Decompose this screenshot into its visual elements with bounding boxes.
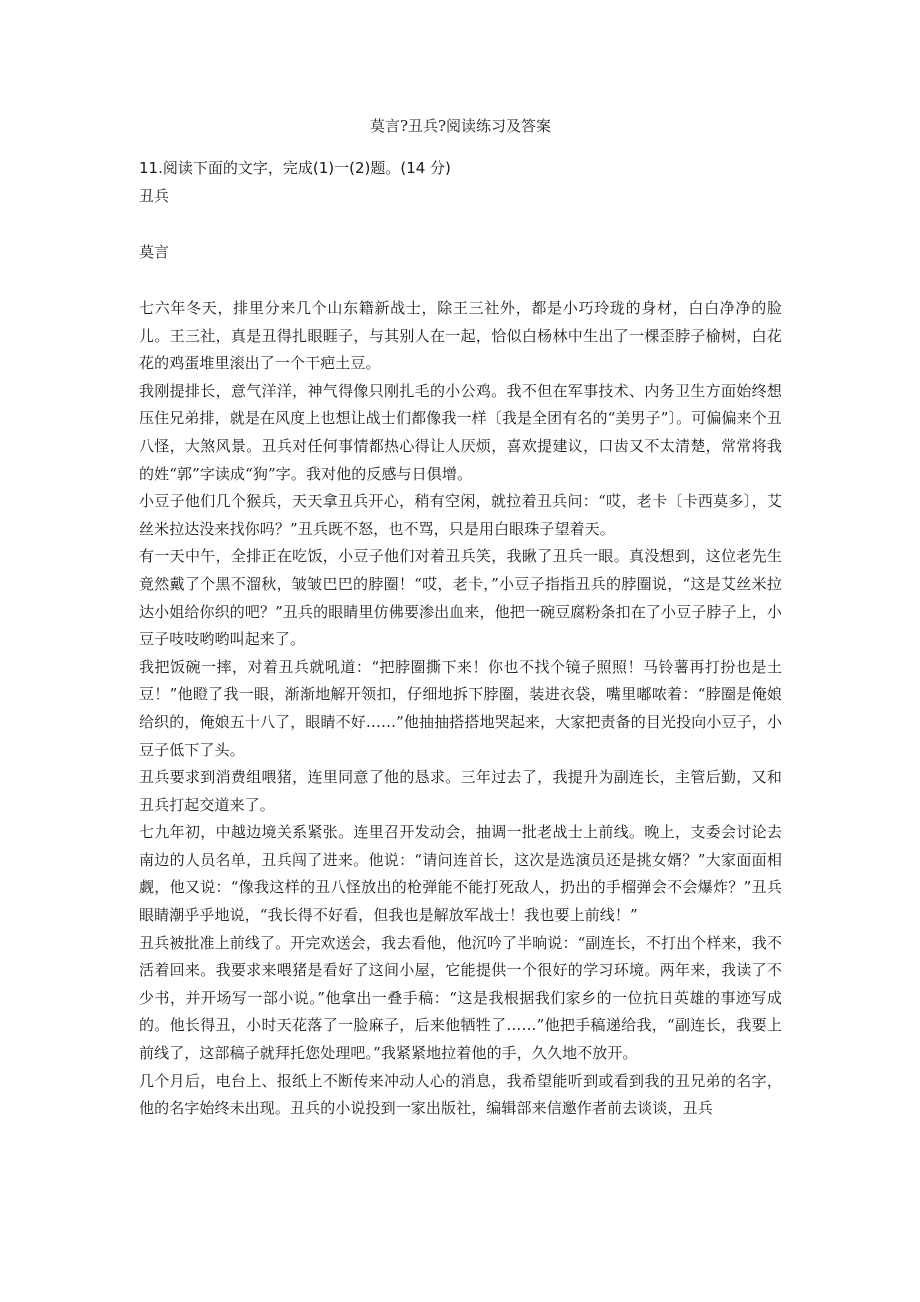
paragraph: 丑兵要求到消费组喂猪，连里同意了他的恳求。三年过去了，我提升为副连长，主管后勤，又和丑兵打起交道来了。 (139, 768, 782, 814)
story-title: 丑兵 (139, 187, 170, 205)
paragraph: 几个月后，电台上、报纸上不断传来冲动人心的消息，我希望能听到或看到我的丑兄弟的名字，他的名字始终未出现。丑兵的小说投到一家出版社，编辑部来信邀作者前去谈谈，丑兵 (139, 1071, 782, 1118)
story-body (139, 295, 782, 1123)
author-name: 莫言 (139, 243, 170, 261)
paragraph: 有一天中午，全排正在吃饭，小豆子他们对着丑兵笑，我瞅了丑兵一眼。真没想到，这位老先生竟然戴了个黑不溜秋，皱皱巴巴的脖圈！“哎，老卡，”小豆子指指丑兵的脖圈说，“这是艾丝米拉达小姐给你织的吧？”丑兵的眼睛里仿佛要渗出血来，他把一碗豆腐粉条扣在了小豆子脖子上，小豆子吱吱哟哟叫起来了。 (139, 547, 782, 649)
paragraph: 七六年冬天，排里分来几个山东籍新战士，除王三社外，都是小巧玲珑的身材，白白净净的脸儿。王三社，真是丑得扎眼睚子，与其别人在一起，恰似白杨林中生出了一棵歪脖子榆树，白花花的鸡蛋堆里滚出了一个干疤土豆。 (139, 299, 782, 373)
paragraph: 七九年初，中越边境关系紧张。连里召开发动会，抽调一批老战士上前线。晚上，支委会讨论去南边的人员名单，丑兵闯了进来。他说：“请问连首长，这次是选演员还是挑女婿？”大家面面相觑，他又说：“像我这样的丑八怪放出的枪弹能不能打死敌人，扔出的手榴弹会不会爆炸？”丑兵眼睛潮乎乎地说，“我长得不好看，但我也是解放军战士！我也要上前线！” (139, 823, 782, 925)
document-title: 莫言?丑兵?阅读练习及答案 (369, 117, 552, 135)
question-prompt: 11.阅读下面的文字，完成(1)一(2)题。(14 分) (139, 159, 451, 177)
paragraph: 丑兵被批准上前线了。开完欢送会，我去看他，他沉吟了半晌说：“副连长，不打出个样来，我不活着回来。我要求来喂猪是看好了这间小屋，它能提供一个很好的学习环境。两年来，我读了不少书，并开场写一部小说。”他拿出一叠手稿：“这是我根据我们家乡的一位抗日英雄的事迹写成的。他长得丑，小时天花落了一脸麻子，后来他牺牲了……”他把手稿递给我，“副连长，我要上前线了，这部稿子就拜托您处理吧。”我紧紧地拉着他的手，久久地不放开。 (139, 933, 782, 1063)
paragraph: 小豆子他们几个猴兵，天天拿丑兵开心，稍有空闲，就拉着丑兵问：“哎，老卡〔卡西莫多〕，艾丝米拉达没来找你吗？”丑兵既不怒，也不骂，只是用白眼珠子望着天。 (139, 492, 782, 538)
paragraph: 我刚提排长，意气洋洋，神气得像只刚扎毛的小公鸡。我不但在军事技术、内务卫生方面始终想压住兄弟排，就是在风度上也想让战士们都像我一样〔我是全团有名的“美男子”〕。可偏偏来个丑八怪，大煞风景。丑兵对任何事情都热心得让人厌烦，喜欢提建议，口齿又不太清楚，常常将我的姓“郭”字读成“狗”字。我对他的反感与日俱增。 (139, 381, 782, 483)
paragraph: 我把饭碗一摔，对着丑兵就吼道：“把脖圈撕下来！你也不找个镜子照照！马铃薯再打扮也是土豆！”他瞪了我一眼，渐渐地解开领扣，仔细地拆下脖圈，装进衣袋，嘴里嘟哝着：“脖圈是俺娘给织的，俺娘五十八了，眼睛不好……”他抽抽搭搭地哭起来，大家把责备的目光投向小豆子，小豆子低下了头。 (139, 657, 782, 759)
